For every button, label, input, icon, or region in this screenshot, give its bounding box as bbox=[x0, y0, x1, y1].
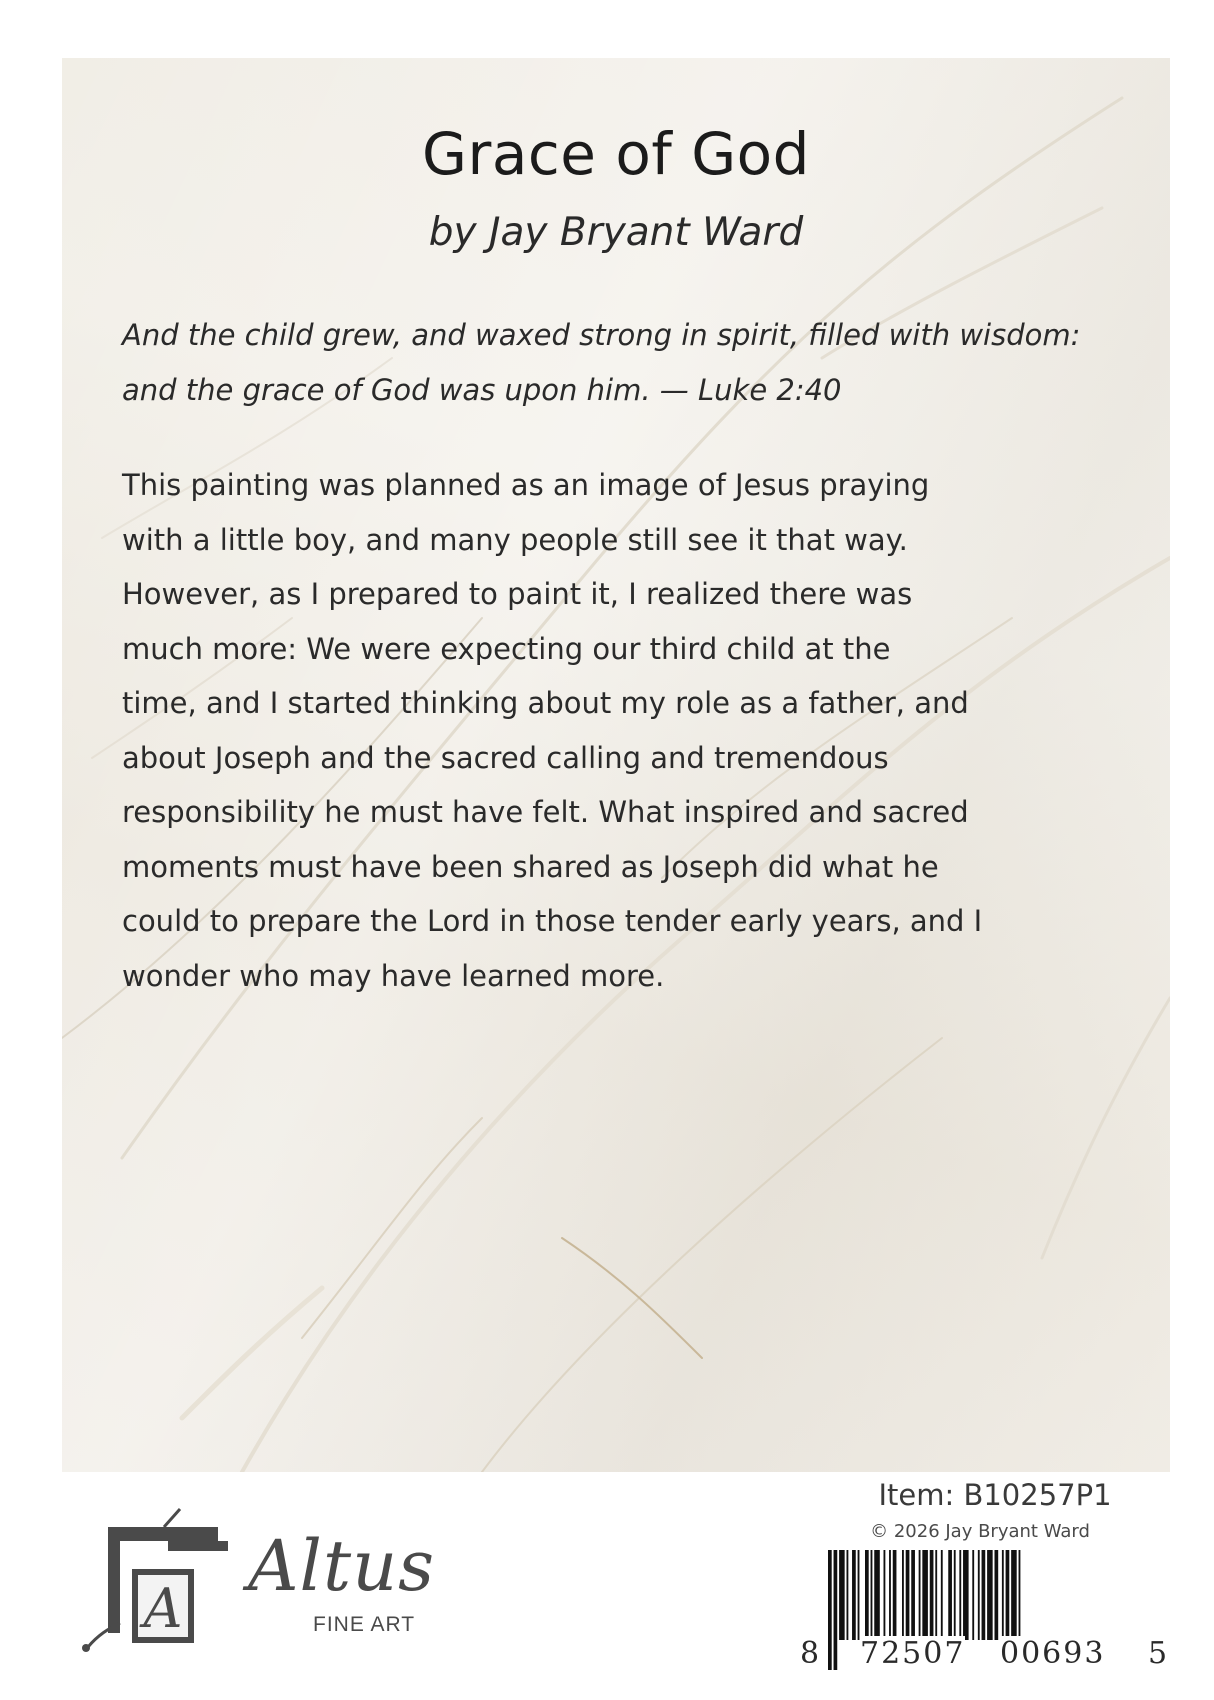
description-line: wonder who may have learned more. bbox=[122, 958, 665, 993]
barcode-digits-left: 72507 bbox=[860, 1636, 966, 1671]
barcode-bar bbox=[963, 1550, 969, 1640]
description-line: much more: We were expecting our third child at the bbox=[122, 631, 891, 666]
description-card bbox=[62, 58, 1170, 1472]
barcode-bar bbox=[1006, 1550, 1010, 1640]
barcode-bar bbox=[874, 1550, 880, 1640]
barcode-bar bbox=[911, 1550, 915, 1640]
description-line: However, as I prepared to paint it, I realized there was bbox=[122, 577, 913, 611]
barcode-bar bbox=[852, 1550, 856, 1640]
barcode-bar bbox=[889, 1550, 891, 1640]
barcode-digits-right: 00693 bbox=[1000, 1636, 1106, 1671]
item-number: Item: B10257P1 bbox=[878, 1478, 1112, 1512]
scripture-quote: And the child grew, and waxed strong in spirit, filled with wisdom: and the grace of God was upon him. — Luke 2:40 bbox=[122, 318, 1081, 407]
logo-subtitle: FINE ART bbox=[313, 1613, 416, 1636]
barcode-bar bbox=[906, 1550, 910, 1640]
barcode-bar bbox=[995, 1550, 999, 1640]
description-line: This painting was planned as an image of Jesus praying bbox=[122, 468, 930, 502]
barcode-bar bbox=[978, 1550, 980, 1640]
barcode-bar bbox=[972, 1550, 974, 1640]
barcode-bar bbox=[959, 1550, 961, 1640]
artist-byline: by Jay Bryant Ward bbox=[428, 210, 804, 255]
barcode-bar bbox=[893, 1550, 897, 1640]
logo-wordmark: Altus bbox=[248, 1525, 436, 1607]
barcode-bar bbox=[865, 1550, 869, 1640]
barcode-bar bbox=[930, 1550, 934, 1640]
barcode-digit-first: 8 bbox=[800, 1636, 822, 1671]
barcode-bar bbox=[935, 1550, 937, 1640]
barcode-bar bbox=[954, 1550, 956, 1640]
artwork-description bbox=[122, 458, 1122, 1003]
easel-icon bbox=[68, 1505, 248, 1655]
altus-fine-art-logo bbox=[68, 1505, 448, 1655]
barcode-bar bbox=[941, 1550, 943, 1640]
barcode-bar bbox=[839, 1550, 845, 1640]
barcode-bar bbox=[987, 1550, 993, 1640]
barcode-digit-check: 5 bbox=[1148, 1636, 1170, 1671]
barcode-bar bbox=[858, 1550, 860, 1640]
barcode-bar bbox=[1002, 1550, 1004, 1640]
barcode-bar bbox=[982, 1550, 986, 1640]
description-line: responsibility he must have felt. What inspired and sacred bbox=[122, 795, 969, 829]
barcode-bar bbox=[902, 1550, 904, 1640]
description-line: moments must have been shared as Joseph did what he bbox=[122, 849, 939, 884]
barcode-bar bbox=[884, 1550, 886, 1640]
description-line: could to prepare the Lord in those tender early years, and I bbox=[122, 904, 983, 938]
description-line: about Joseph and the sacred calling and tremendous bbox=[122, 740, 889, 775]
barcode-bar bbox=[948, 1550, 952, 1640]
description-line: with a little boy, and many people still see it that way. bbox=[122, 522, 908, 557]
barcode-bar bbox=[828, 1550, 832, 1670]
copyright-notice: © 2026 Jay Bryant Ward bbox=[870, 1521, 1090, 1542]
barcode-bar bbox=[871, 1550, 873, 1640]
barcode-bar bbox=[834, 1550, 838, 1670]
description-line: time, and I started thinking about my role as a father, and bbox=[122, 686, 969, 720]
artwork-title: Grace of God bbox=[422, 120, 810, 188]
logo-mark-letter: A bbox=[143, 1577, 183, 1640]
barcode-bar bbox=[847, 1550, 849, 1640]
